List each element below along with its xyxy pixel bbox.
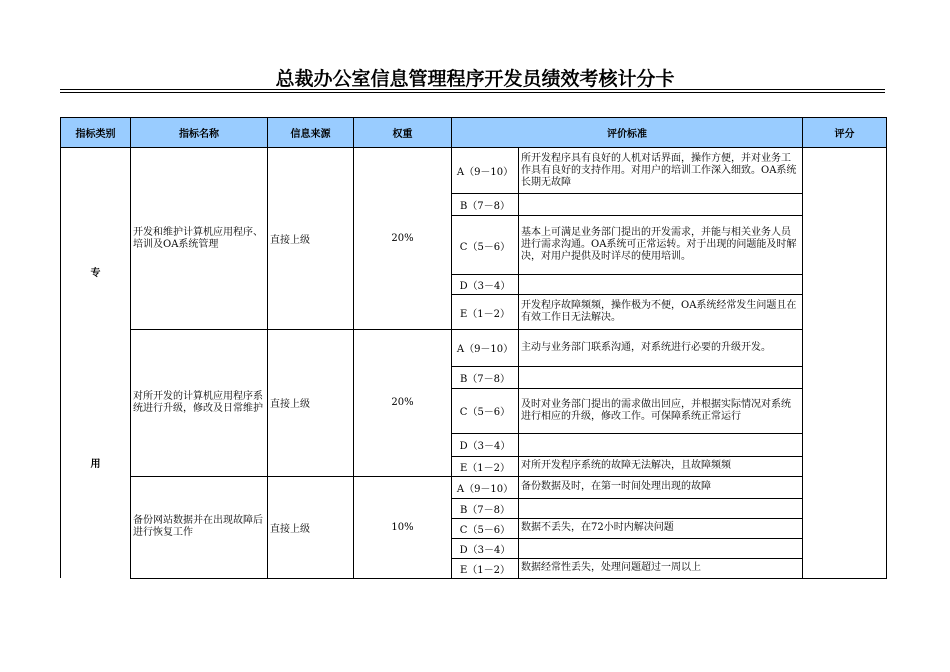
level-description xyxy=(519,498,803,518)
level-description: 开发程序故障频频，操作极为不便，OA系统经常发生问题且在有效工作日无法解决。 xyxy=(519,295,803,330)
level-description: 基本上可满足业务部门提出的开发需求，并能与相关业务人员进行需求沟通。OA系统可正常运转。对于出现的问题能及时解决，对用户提供及时详尽的使用培训。 xyxy=(519,216,803,275)
indicator-name: 备份网站数据并在出现故障后进行恢复工作 xyxy=(131,476,268,578)
category-cell xyxy=(61,148,131,579)
indicator-source: 直接上级 xyxy=(268,476,354,578)
title-underline-secondary xyxy=(60,92,885,93)
indicator-source: 直接上级 xyxy=(268,148,354,330)
level-description xyxy=(519,275,803,295)
header-source: 信息来源 xyxy=(268,118,354,148)
level-label: E（1－2） xyxy=(452,456,519,476)
indicator-weight: 10% xyxy=(354,476,452,578)
indicator-name: 对所开发的计算机应用程序系统进行升级，修改及日常维护 xyxy=(131,330,268,477)
indicator-weight: 20% xyxy=(354,148,452,330)
level-label: B（7－8） xyxy=(452,498,519,518)
level-description xyxy=(519,194,803,216)
level-description: 及时对业务部门提出的需求做出回应，并根据实际情况对系统进行相应的升级，修改工作。可保障系统正常运行 xyxy=(519,388,803,433)
level-description: 主动与业务部门联系沟通，对系统进行必要的升级开发。 xyxy=(519,330,803,367)
level-description: 所开发程序具有良好的人机对话界面，操作方便，并对业务工作具有良好的支持作用。对用户的培训工作深入细致。OA系统长期无故障 xyxy=(519,148,803,194)
header-category: 指标类别 xyxy=(61,118,131,148)
header-weight: 权重 xyxy=(354,118,452,148)
level-description: 数据不丢失，在72小时内解决问题 xyxy=(519,518,803,538)
level-label: E（1－2） xyxy=(452,558,519,578)
indicator-weight: 20% xyxy=(354,330,452,477)
title-underline xyxy=(60,89,885,90)
level-label: C（5－6） xyxy=(452,388,519,433)
level-label: A（9－10） xyxy=(452,330,519,367)
score-cell[interactable] xyxy=(803,148,887,579)
category-char: 专 xyxy=(90,268,101,279)
level-label: B（7－8） xyxy=(452,366,519,388)
scorecard-table xyxy=(60,117,887,579)
indicator-source: 直接上级 xyxy=(268,330,354,477)
page-title: 总裁办公室信息管理程序开发员绩效考核计分卡 xyxy=(275,68,675,90)
level-label: A（9－10） xyxy=(452,148,519,194)
level-description xyxy=(519,433,803,456)
header-score: 评分 xyxy=(803,118,887,148)
level-description: 数据经常性丢失，处理问题超过一周以上 xyxy=(519,558,803,578)
level-label: D（3－4） xyxy=(452,275,519,295)
level-label: E（1－2） xyxy=(452,295,519,330)
category-char: 用 xyxy=(90,459,101,470)
level-description: 对所开发程序系统的故障无法解决，且故障频频 xyxy=(519,456,803,476)
indicator-name: 开发和维护计算机应用程序、培训及OA系统管理 xyxy=(131,148,268,330)
level-description xyxy=(519,366,803,388)
level-description: 备份数据及时，在第一时间处理出现的故障 xyxy=(519,476,803,498)
level-label: D（3－4） xyxy=(452,538,519,558)
level-label: C（5－6） xyxy=(452,518,519,538)
level-label: B（7－8） xyxy=(452,194,519,216)
header-criteria: 评价标准 xyxy=(452,118,803,148)
table-row xyxy=(61,476,887,498)
table-row xyxy=(61,148,887,194)
level-label: C（5－6） xyxy=(452,216,519,275)
header-name: 指标名称 xyxy=(131,118,268,148)
table-row xyxy=(61,330,887,367)
header-row xyxy=(61,118,887,148)
level-label: D（3－4） xyxy=(452,433,519,456)
level-description xyxy=(519,538,803,558)
level-label: A（9－10） xyxy=(452,476,519,498)
